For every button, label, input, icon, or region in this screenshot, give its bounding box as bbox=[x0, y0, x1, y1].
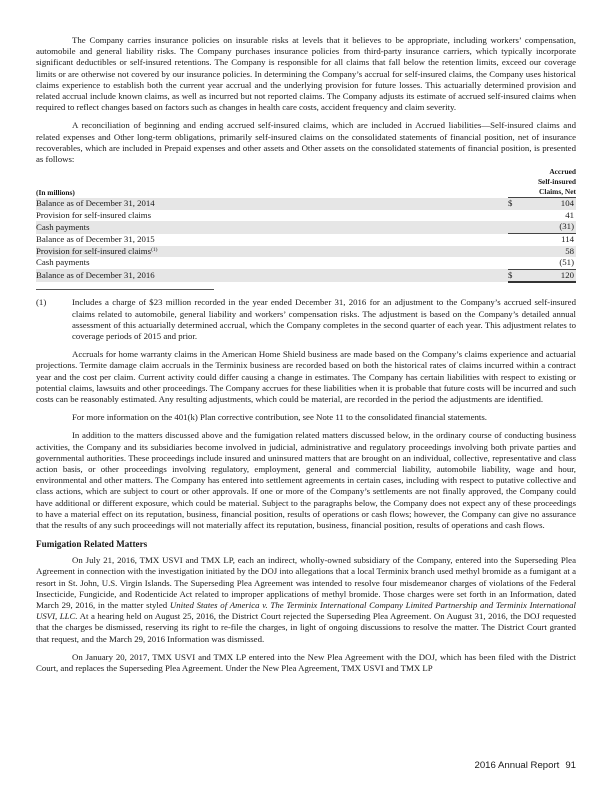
row-label-text: Provision for self-insured claims bbox=[36, 245, 152, 256]
self-insured-claims-table bbox=[36, 167, 576, 283]
column-header-line-3: Claims, Net bbox=[508, 187, 576, 198]
table-row bbox=[36, 257, 576, 269]
row-label: Balance as of December 31, 2016 bbox=[36, 269, 508, 282]
section-heading: Fumigation Related Matters bbox=[36, 539, 148, 550]
page-number: 91 bbox=[565, 760, 576, 771]
table-header-row bbox=[36, 167, 576, 198]
page-footer bbox=[469, 760, 576, 771]
home-warranty-paragraph: Accruals for home warranty claims in the American Home Shield business are made based on the Company’s claims experience and actuarial projections. Termite damage claim accruals in the Terminix business are recorded based on both the historical rates of claims incurred within a contract year and the cost per claim. Current activity could differ causing a change in estimates. The Company has certain liabilities with respect to existing or potential claims, lawsuits and other proceedings. The Company accrues for these liabilities when it is probable that future costs will be incurred and such costs can be reasonably estimated. Any resulting adjustments, which could be material, are recorded in the period the adjustments are identified. bbox=[36, 349, 576, 405]
footnote-marker: (1) bbox=[151, 246, 158, 253]
column-header-line-1: Accrued bbox=[549, 167, 576, 177]
401k-paragraph: For more information on the 401(k) Plan corrective contribution, see Note 11 to the consolidated financial statements. bbox=[72, 412, 487, 423]
table-row bbox=[36, 221, 576, 233]
row-dollar bbox=[508, 234, 522, 246]
row-dollar bbox=[508, 246, 522, 258]
report-title: 2016 Annual Report bbox=[474, 760, 560, 771]
footnote-text: Includes a charge of $23 million recorded in the year ended December 31, 2016 for an adjustment to the Company’s accrued self-insured claims related to automobile, general liability and workers’ compensation risks. The adjustment is based on the Company’s detailed annual assessment of this actuarially determined accrual, which the Company completes in the second quarter of each year. This adjustment relates to coverage periods of 2015 and prior. bbox=[72, 297, 576, 341]
table-row bbox=[36, 234, 576, 246]
row-label: Provision for self-insured claims bbox=[36, 209, 152, 220]
units-label: (In millions) bbox=[36, 188, 75, 198]
row-value: 104 bbox=[522, 198, 576, 210]
plea-text-part-1: On July 21, 2016, TMX USVI and TMX LP, each an indirect, wholly-owned subsidiary of the Company, entered into the Superseding Plea Agreement in connection with the investigation initiated by the DOJ into allegations that a local Terminix branch used methyl bromide as a fumigant at a resort in St. John, U.S. Virgin Islands. The Superseding Plea Agreement was intended to resolve four misdemeanor charges of violations of the Federal Insecticide, Fungicide, and Rodenticide Act related to improper applications of methyl bromide. Those charges were set forth in an Information, dated March 29, 2016, in the matter styled bbox=[36, 555, 576, 611]
row-dollar: $ bbox=[508, 269, 522, 282]
row-value: 58 bbox=[522, 246, 576, 258]
insurance-paragraph: The Company carries insurance policies on insurable risks at levels that it believes to be appropriate, including workers’ compensation, automobile and general liability risks. The Company purchases insurance policies from third-party insurance carriers, which typically incorporate significant deductibles or self-insured retentions. The Company is responsible for all claims that fall below the retention limits, exceed our coverage limits or are otherwise not covered by our insurance policies. In determining the Company’s accrual for self-insured claims, the Company uses historical claims experience to establish both the current year accrual and the underlying provision for future losses. This actuarially determined provision and related accrual include known claims, as well as incurred but not reported claims. The Company adjusts its estimate of accrued self-insured claims when required to reflect changes based on factors such as changes in health care costs, accident frequency and claim severity. bbox=[36, 35, 576, 113]
footnote-divider bbox=[36, 289, 214, 290]
table-row bbox=[36, 198, 576, 210]
case-title: United States of America v. The Terminix International Company Limited Partnership and Terminix International USVI, LLC. bbox=[36, 600, 577, 622]
legal-proceedings-paragraph: In addition to the matters discussed above and the fumigation related matters discussed below, in the ordinary course of conducting business activities, the Company and its subsidiaries become involved in judicial, administrative and regulatory proceedings involving both private parties and governmental authorities. These proceedings include insured and uninsured matters that are brought on an individual, collective, representative and class action basis, or other proceedings involving regulatory, employment, general and commercial liability, automobile liability, wage and hour, environmental and other matters. The Company has entered into settlement agreements in certain cases, including with respect to putative collective and class actions, which are subject to court or other approvals. If one or more of the Company’s settlements are not finally approved, the Company could have additional or different exposure, which could be material. Subject to the paragraphs below, the Company does not expect any of these proceedings to have a material effect on its reputation, business, financial position, results of operations or cash flows; however, the Company can give no assurance that the results of any such proceedings will not materially affect its reputation, business, financial position, results of operations and cash flows. bbox=[36, 430, 576, 531]
row-value: 114 bbox=[522, 234, 576, 246]
row-label: Balance as of December 31, 2015 bbox=[36, 233, 155, 244]
row-label: Cash payments bbox=[36, 221, 508, 233]
reconciliation-intro-paragraph: A reconciliation of beginning and ending accrued self-insured claims, which are included in Accrued liabilities—Self-insured claims and related expenses and Other long-term obligations, primarily self-insured claims on the consolidated statements of financial position, net of insurance recoverables, which are included in Prepaid expenses and other assets and Other assets on the consolidated statements of financial position, is presented as follows: bbox=[36, 120, 576, 165]
row-label: Balance as of December 31, 2014 bbox=[36, 198, 508, 210]
row-value: 41 bbox=[565, 209, 574, 220]
row-dollar bbox=[508, 257, 522, 269]
new-plea-paragraph: On January 20, 2017, TMX USVI and TMX LP entered into the New Plea Agreement with the DOJ, which has been filed with the District Court, and replaces the Superseding Plea Agreement. Under the New Plea Agreement, TMX USVI and TMX LP bbox=[36, 651, 576, 674]
row-value: (31) bbox=[522, 221, 576, 233]
page-content bbox=[36, 35, 576, 674]
table-row bbox=[36, 269, 576, 282]
row-value: (51) bbox=[559, 257, 574, 268]
column-header-line-2: Self-insured bbox=[537, 177, 576, 187]
table-row bbox=[36, 246, 576, 258]
row-dollar bbox=[508, 221, 522, 233]
plea-text-part-2: At a hearing held on August 25, 2016, the District Court rejected the Superseding Plea Agreement. On August 31, 2016, the DOJ requested that the charges be dismissed, reserving its right to re-file the charges, in light of ongoing discussions to resolve the matter. The District Court granted that request, and the March 29, 2016 Information was dismissed. bbox=[36, 611, 576, 644]
row-dollar: $ bbox=[508, 198, 522, 210]
superseding-plea-paragraph bbox=[36, 555, 576, 645]
footnote bbox=[36, 297, 576, 342]
table-row bbox=[36, 210, 576, 222]
row-label: Cash payments bbox=[36, 257, 90, 268]
column-header bbox=[508, 167, 576, 198]
footnote-number: (1) bbox=[36, 297, 47, 308]
row-value: 120 bbox=[522, 269, 576, 282]
row-label bbox=[36, 246, 508, 258]
row-dollar bbox=[508, 210, 522, 222]
